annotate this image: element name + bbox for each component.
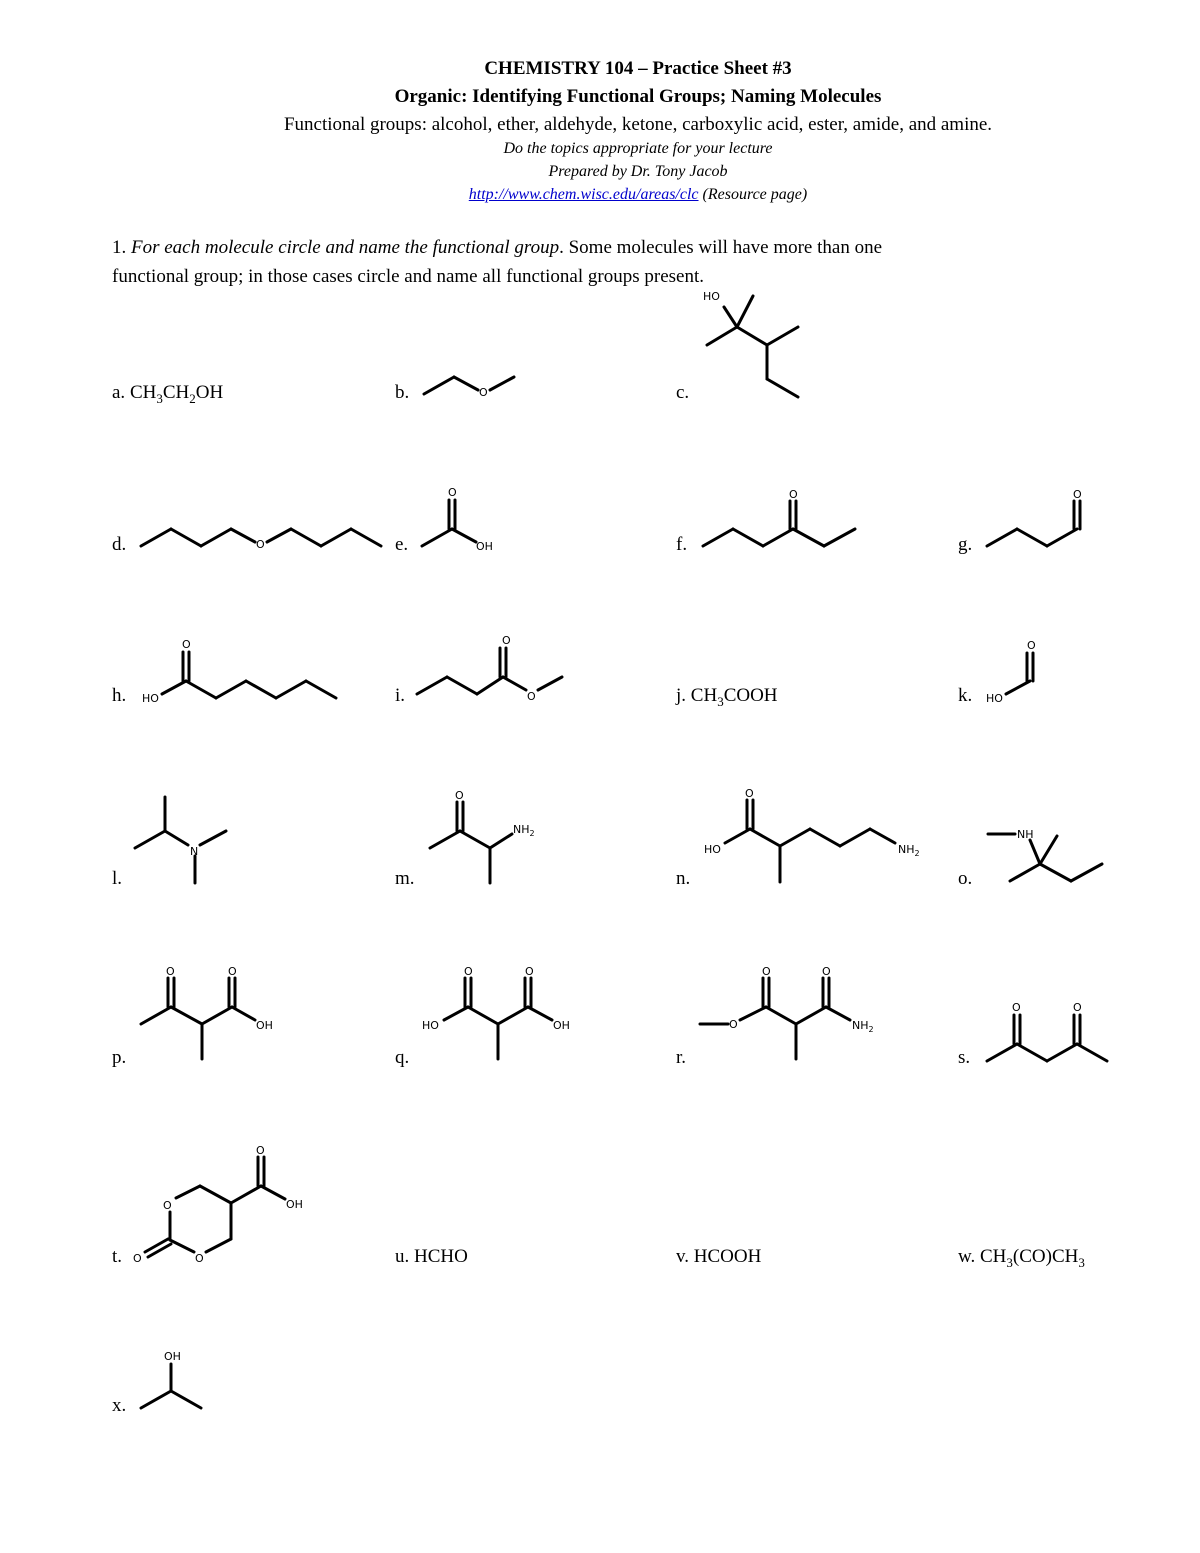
item-l: l. [112, 868, 123, 889]
formula-j-part1: CH [690, 685, 718, 706]
item-v: v. HCOOH [676, 1246, 762, 1267]
item-e: e. [395, 534, 409, 555]
item-o: o. [958, 868, 973, 889]
page-title: CHEMISTRY 104 – Practice Sheet #3 [484, 58, 792, 79]
formula-w-part2: (CO)CH [1012, 1246, 1079, 1267]
formula-w-sub1: 3 [1006, 1254, 1013, 1270]
atom-label: OH [476, 540, 493, 553]
formula-w-sub2: 3 [1078, 1254, 1085, 1270]
molecule-g [987, 488, 1082, 546]
atom-label: O [464, 965, 473, 978]
atom-label: O [502, 634, 511, 647]
question-line-2: functional group; in those cases circle and name all functional groups present. [112, 266, 704, 287]
molecule-b [424, 377, 514, 399]
item-s: s. [958, 1047, 971, 1068]
atom-label: HO [142, 692, 159, 705]
atom-label: O [1027, 639, 1036, 652]
atom-label: O [527, 690, 536, 703]
atom-label: O [448, 486, 457, 499]
formula-a-part1: CH [129, 382, 157, 403]
question-instruction: For each molecule circle and name the functional group [131, 237, 560, 258]
item-d: d. [112, 534, 127, 555]
functional-groups-line: Functional groups: alcohol, ether, aldehyde, ketone, carboxylic acid, ester, amide, and amine. [283, 114, 993, 135]
atom-label: OH [164, 1350, 181, 1363]
question-rest: . Some molecules will have more than one [559, 237, 883, 258]
molecule-n [704, 787, 920, 882]
item-c: c. [676, 382, 690, 403]
atom-label: O [455, 789, 464, 802]
formula-a-part3: OH [195, 382, 224, 403]
item-a-letter: a. [112, 382, 130, 403]
atom-label: O [256, 1144, 265, 1157]
atom-label: HO [422, 1019, 439, 1032]
atom-label: O [166, 965, 175, 978]
atom-label: O [228, 965, 237, 978]
atom-label-nh2: $NH_2$ [852, 1019, 874, 1034]
item-r: r. [676, 1047, 687, 1068]
resource-link-suffix: (Resource page) [702, 186, 808, 203]
item-j-letter: j. [676, 685, 691, 706]
item-u: u. HCHO [395, 1246, 468, 1267]
atom-label: HO [703, 290, 720, 303]
molecule-f [703, 488, 855, 546]
atom-label: O [762, 965, 771, 978]
atom-label: HO [704, 843, 721, 856]
page-subtitle: Organic: Identifying Functional Groups; Naming Molecules [394, 86, 882, 107]
molecule-x [141, 1350, 201, 1408]
atom-label: OH [553, 1019, 570, 1032]
atom-label-nh2: $NH_2$ [898, 843, 920, 858]
formula-j-part2: COOH [723, 685, 778, 706]
atom-label: OH [256, 1019, 273, 1032]
atom-label: O [789, 488, 798, 501]
atom-label: O [525, 965, 534, 978]
molecule-l [135, 797, 226, 883]
atom-label: O [729, 1018, 738, 1031]
atom-label: O [163, 1199, 172, 1212]
item-i: i. [395, 685, 406, 706]
item-t: t. [112, 1246, 123, 1267]
molecule-d [141, 529, 381, 551]
atom-label: O [133, 1252, 142, 1265]
atom-label: O [182, 638, 191, 651]
item-k: k. [958, 685, 973, 706]
item-x: x. [112, 1395, 127, 1416]
molecule-o [988, 828, 1102, 881]
atom-label: O [479, 386, 488, 399]
lecture-note: Do the topics appropriate for your lecture [503, 140, 773, 157]
molecule-r [700, 965, 874, 1059]
formula-a-part2: CH [162, 382, 190, 403]
formula-w-part1: CH [980, 1246, 1007, 1267]
molecule-m [430, 789, 535, 883]
atom-label: O [1012, 1001, 1021, 1014]
atom-label: O [1073, 488, 1082, 501]
molecule-q [422, 965, 570, 1059]
atom-label: O [1073, 1001, 1082, 1014]
molecule-s [987, 1001, 1107, 1061]
item-f: f. [676, 534, 688, 555]
atom-label: O [822, 965, 831, 978]
resource-link[interactable]: http://www.chem.wisc.edu/areas/clc [468, 186, 699, 203]
question-number: 1. [112, 237, 127, 258]
formula-a-sub1: 3 [156, 390, 163, 406]
item-g: g. [958, 534, 973, 555]
item-h: h. [112, 685, 127, 706]
molecule-k [986, 639, 1036, 705]
molecule-p [141, 965, 273, 1059]
formula-a-sub2: 2 [189, 390, 196, 406]
atom-label: O [745, 787, 754, 800]
atom-label-nh2: $NH_2$ [513, 823, 535, 838]
atom-label: O [256, 538, 265, 551]
molecule-h [142, 638, 336, 705]
item-w-letter: w. [958, 1246, 980, 1267]
molecule-t [133, 1144, 303, 1265]
atom-label: O [195, 1252, 204, 1265]
item-b: b. [395, 382, 410, 403]
item-m: m. [395, 868, 415, 889]
formula-j-sub1: 3 [717, 693, 724, 709]
atom-label: NH [1017, 828, 1034, 841]
atom-label: HO [986, 692, 1003, 705]
author-line: Prepared by Dr. Tony Jacob [548, 163, 728, 180]
molecule-c [703, 290, 798, 397]
item-p: p. [112, 1047, 127, 1068]
molecule-e [422, 486, 493, 553]
atom-label: OH [286, 1198, 303, 1211]
atom-label: N [190, 845, 199, 858]
item-n: n. [676, 868, 691, 889]
molecule-i [417, 634, 562, 703]
item-q: q. [395, 1047, 410, 1068]
